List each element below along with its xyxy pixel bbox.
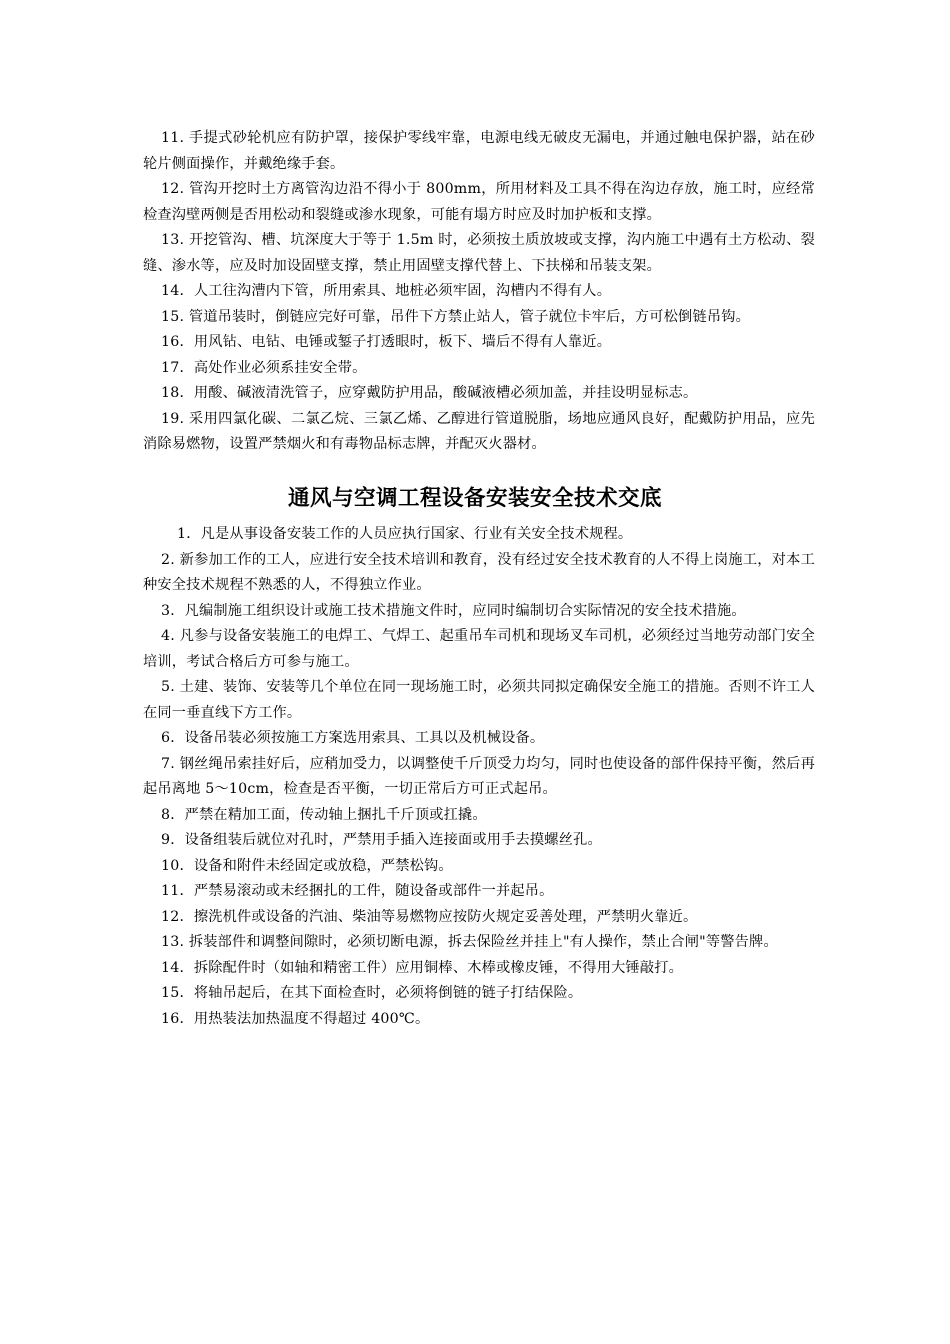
list-item: 10．设备和附件未经固定或放稳，严禁松钩。 (161, 857, 453, 874)
list-item: 19. 采用四氯化碳、二氯乙烷、三氯乙烯、乙醇进行管道脱脂，场地应通风良好，配戴防护用品，应先消除易燃物，设置严禁烟火和有毒物品标志牌，并配灭火器材。 (143, 410, 815, 452)
list-item: 14．人工往沟漕内下管，所用索具、地桩必须牢固，沟槽内不得有人。 (161, 283, 612, 299)
section-equipment-installation (143, 522, 815, 1032)
list-item: 7. 钢丝绳吊索挂好后，应稍加受力，以调整使千斤顶受力均匀，同时也使设备的部件保持平衡，然后再起吊离地 5～10cm，检查是否平衡，一切正常后方可正式起吊。 (143, 755, 815, 797)
list-item: 16．用风钻、电钻、电锤或錾子打透眼时，板下、墙后不得有人靠近。 (161, 334, 612, 350)
list-item: 6．设备吊装必须按施工方案选用索具、工具以及机械设备。 (161, 730, 545, 746)
list-item: 4. 凡参与设备安装施工的电焊工、气焊工、起重吊车司机和现场叉车司机，必须经过当地劳动部门安全培训，考试合格后方可参与施工。 (143, 628, 815, 670)
list-item: 12．擦洗机件或设备的汽油、柴油等易燃物应按防火规定妥善处理，严禁明火靠近。 (161, 908, 698, 925)
list-item: 15. 管道吊装时，倒链应完好可靠，吊件下方禁止站人，管子就位卡牢后，方可松倒链吊钩。 (161, 308, 750, 325)
list-item: 14．拆除配件时（如轴和精密工件）应用铜棒、木棒或橡皮锤，不得用大锤敲打。 (161, 959, 684, 976)
list-item: 3．凡编制施工组织设计或施工技术措施文件时，应同时编制切合实际情况的安全技术措施。 (161, 602, 746, 619)
list-item: 15．将轴吊起后，在其下面检查时，必须将倒链的链子打结保险。 (161, 985, 583, 1001)
list-item: 13. 拆装部件和调整间隙时，必须切断电源，拆去保险丝并挂上"有人操作，禁止合闸"等警告牌。 (161, 934, 778, 950)
list-item: 12. 管沟开挖时土方离管沟边沿不得小于 800mm，所用材料及工具不得在沟边存放，施工时，应经常检查沟壁两侧是否用松动和裂缝或渗水现象，可能有塌方时应及时加护板和支撑。 (143, 181, 815, 223)
list-item: 16．用热装法加热温度不得超过 400℃。 (161, 1010, 430, 1027)
list-item: 1．凡是从事设备安装工作的人员应执行国家、行业有关安全技术规程。 (177, 526, 633, 542)
list-item: 18．用酸、碱液清洗管子，应穿戴防护用品，酸碱液槽必须加盖，并挂设明显标志。 (161, 385, 698, 401)
list-item: 2. 新参加工作的工人，应进行安全技术培训和教育，没有经过安全技术教育的人不得上岗施工，对本工种安全技术规程不熟悉的人，不得独立作业。 (143, 551, 815, 593)
list-item: 8．严禁在精加工面，传动轴上捆扎千斤顶或扛撬。 (161, 806, 487, 823)
list-item: 17．高处作业必须系挂安全带。 (161, 359, 367, 376)
list-item: 11．严禁易滚动或未经捆扎的工件，随设备或部件一并起吊。 (161, 883, 554, 899)
list-item: 13. 开挖管沟、槽、坑深度大于等于 1.5m 时，必须按土质放坡或支撑，沟内施工中遇有土方松动、裂缝、渗水等，应及时加设固壁支撑，禁止用固壁支撑代替上、下扶梯和吊装支架。 (143, 232, 815, 274)
list-item: 9．设备组装后就位对孔时，严禁用手插入连接面或用手去摸螺丝孔。 (161, 832, 602, 848)
list-item: 5. 土建、装饰、安装等几个单位在同一现场施工时，必须共同拟定确保安全施工的措施。否则不许工人在同一垂直线下方工作。 (143, 679, 815, 721)
list-item: 11. 手提式砂轮机应有防护罩，接保护零线牢靠，电源电线无破皮无漏电，并通过触电保护器，站在砂轮片侧面操作，并戴绝缘手套。 (143, 130, 815, 172)
section-pipe-safety (143, 126, 815, 458)
section-title: 通风与空调工程设备安装安全技术交底 (287, 486, 662, 511)
